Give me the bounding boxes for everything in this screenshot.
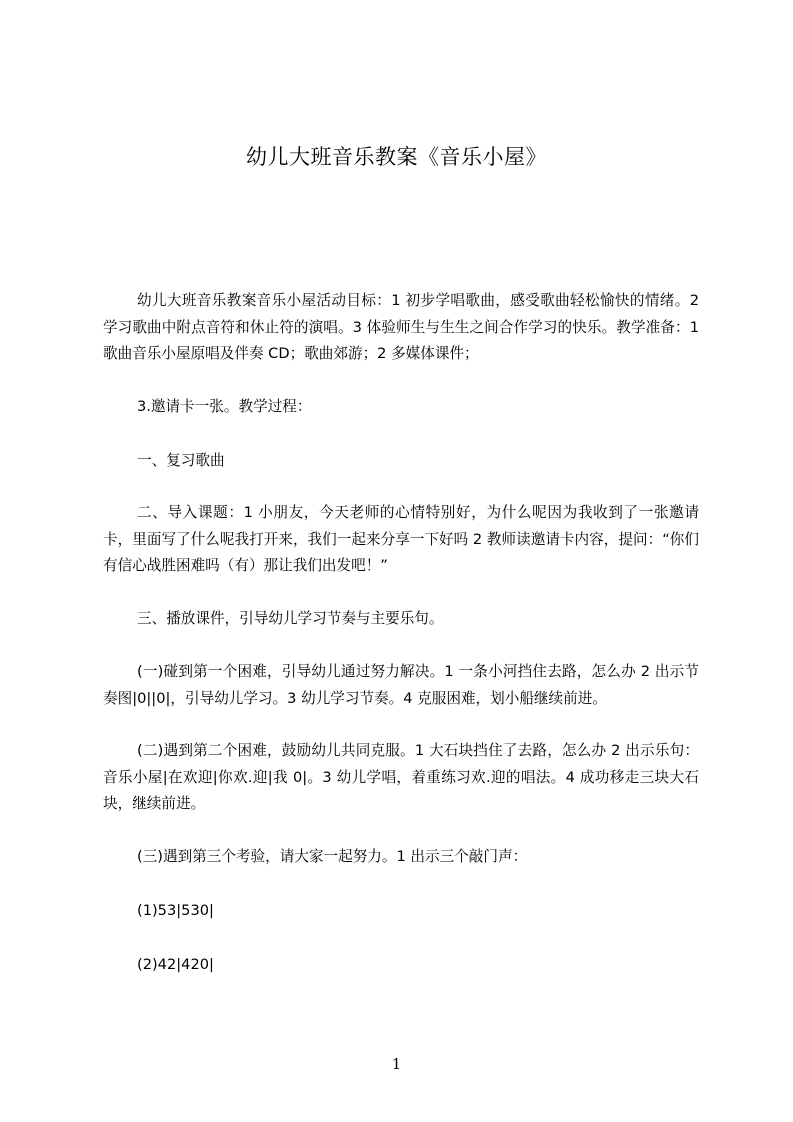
paragraph-preparation: 3.邀请卡一张。教学过程：	[137, 398, 312, 415]
document-title: 幼儿大班音乐教案《音乐小屋》	[246, 145, 547, 169]
paragraph-difficulty-2: (二)遇到第二个困难，鼓励幼儿共同克服。1 大石块挡住了去路，怎么办 2 出示乐句：音乐小屋|在欢迎|你欢.迎|我 0|。3 幼儿学唱，着重练习欢.迎的唱法。4 成功移走三块大石块，继续前进。	[103, 742, 699, 812]
paragraph-section-3: 三、播放课件，引导幼儿学习节奏与主要乐句。	[137, 610, 444, 627]
paragraph-section-1: 一、复习歌曲	[137, 452, 225, 469]
paragraph-difficulty-1: (一)碰到第一个困难，引导幼儿通过努力解决。1 一条小河挡住去路，怎么办 2 出示节奏图|0||0|，引导幼儿学习。3 幼儿学习节奏。4 克服困难，划小船继续前进。	[103, 663, 699, 707]
page-number: 1	[391, 1055, 402, 1073]
paragraph-difficulty-3: (三)遇到第三个考验，请大家一起努力。1 出示三个敲门声：	[137, 848, 528, 865]
paragraph-knock-1: (1)53|530|	[137, 902, 214, 919]
paragraph-section-2: 二、导入课题：1 小朋友，今天老师的心情特别好，为什么呢因为我收到了一张邀请卡，里面写了什么呢我打开来，我们一起来分享一下好吗 2 教师读邀请卡内容，提问：“你们有信心战胜困难吗（有）那让我们出发吧！”	[103, 504, 699, 574]
paragraph-objectives: 幼儿大班音乐教案音乐小屋活动目标：1 初步学唱歌曲，感受歌曲轻松愉快的情绪。2 学习歌曲中附点音符和休止符的演唱。3 体验师生与生生之间合作学习的快乐。教学准备：1 歌曲音乐小屋原唱及伴奏 CD；歌曲郊游；2 多媒体课件；	[103, 292, 699, 362]
paragraph-knock-2: (2)42|420|	[137, 956, 214, 973]
